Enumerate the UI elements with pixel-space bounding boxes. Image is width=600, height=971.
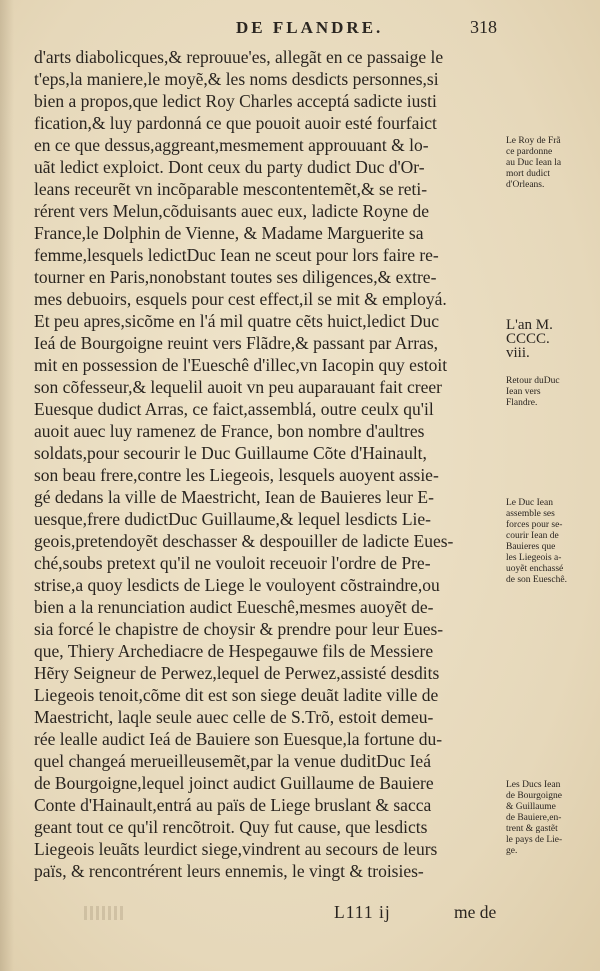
margin-note-line: ce pardonne <box>506 147 553 157</box>
gutter-shadow <box>0 0 14 971</box>
text-line: t'eps,la maniere,le moyẽ,& les noms desdicts personnes,si <box>34 69 439 89</box>
text-line: Liegeois tenoit,cõme dit est son siege deuãt ladite ville de <box>34 685 439 705</box>
text-line: Hẽry Seigneur de Perwez,lequel de Perwez,assisté desdits <box>34 663 440 683</box>
text-line: uesque,frere dudictDuc Guillaume,& lequel lesdicts Lie- <box>34 509 432 529</box>
text-line: bien a propos,que ledict Roy Charles acceptá sadicte iusti <box>34 91 437 111</box>
margin-note-line: Le Roy de Frã <box>506 136 561 146</box>
bleed-through-mark <box>84 906 124 920</box>
margin-note-line: Les Ducs Iean <box>506 780 561 790</box>
text-line: quel changeá merueilleusemẽt,par la venue duditDuc Ieá <box>34 751 431 771</box>
body-text <box>34 46 504 882</box>
margin-note <box>506 780 598 857</box>
text-line: Conte d'Hainault,entrá au païs de Liege bruslant & sacca <box>34 795 432 815</box>
margin-note-line: trent & gastẽt <box>506 824 558 834</box>
text-line: mit en possession de l'Eueschê d'illec,vn Iacopin quy estoit <box>34 355 448 375</box>
margin-note-line: ge. <box>506 846 518 856</box>
margin-note-line: CCCC. <box>506 331 550 347</box>
signature-mark: L111 ij <box>334 902 391 922</box>
text-line: d'arts diabolicques,& reprouue'es, allegãt en ce passaige le <box>34 47 444 67</box>
text-line: ché,soubs pretext qu'il ne vouloit receuoir l'ordre de Pre- <box>34 553 431 573</box>
text-line: leans receurẽt vn incõparable mescontentemẽt,& se reti- <box>34 179 428 199</box>
margin-note <box>506 318 598 360</box>
text-line: auoit auec luy ramenez de France, bon nombre d'aultres <box>34 421 425 441</box>
margin-note-line: L'an M. <box>506 317 553 333</box>
text-line: tourner en Paris,nonobstant toutes ses diligences,& extre- <box>34 267 437 287</box>
margin-note <box>506 136 598 191</box>
margin-note-line: forces pour se- <box>506 520 563 530</box>
text-line: sia forcé le chapistre de choysir & prendre pour leur Eues- <box>34 619 444 639</box>
text-line: rérent vers Melun,cõduisants auec eux, ladicte Royne de <box>34 201 430 221</box>
text-line: soldats,pour secourir le Duc Guillaume Cõte d'Hainault, <box>34 443 427 463</box>
text-line: Ieá de Bourgoigne reuint vers Flãdre,& passant par Arras, <box>34 333 439 353</box>
margin-note-line: d'Orleans. <box>506 180 545 190</box>
text-line: femme,lesquels ledictDuc Iean ne sceut pour lors faire re- <box>34 245 439 265</box>
text-line: païs, & rencontrérent leurs ennemis, le vingt & troisies- <box>34 861 424 881</box>
text-line: mes debuoirs, esquels pour cest effect,il se mit & employá. <box>34 289 447 309</box>
margin-note-line: viii. <box>506 345 530 361</box>
margin-note-line: mort dudict <box>506 169 551 179</box>
margin-note-line: Retour duDuc <box>506 376 560 386</box>
running-head <box>0 18 600 42</box>
text-line: geant tout ce qu'il rencõtroit. Quy fut cause, que lesdicts <box>34 817 428 837</box>
page-footer <box>34 902 504 926</box>
margin-note-line: & Guillaume <box>506 802 556 812</box>
margin-note <box>506 376 598 409</box>
text-line: Euesque dudict Arras, ce faict,assemblá, outre ceulx qu'il <box>34 399 434 419</box>
text-line: Maestricht, laqle seule auec celle de S.Trõ, estoit demeu- <box>34 707 434 727</box>
text-line: France,le Dolphin de Vienne, & Madame Marguerite sa <box>34 223 424 243</box>
text-line: uãt ledict exploict. Dont ceux du party dudict Duc d'Or- <box>34 157 425 177</box>
text-line: bien a la renunciation audict Eueschê,mesmes auoyẽt de- <box>34 597 434 617</box>
text-line: fication,& luy pardonná ce que pouoit auoir esté fourfaict <box>34 113 437 133</box>
text-line: que, Thiery Archediacre de Hespegauwe fils de Messiere <box>34 641 434 661</box>
text-line: son beau frere,contre les Liegeois, lesquels auoyent assie- <box>34 465 439 485</box>
margin-note-line: le pays de Lie- <box>506 835 563 845</box>
catchword: me de <box>454 902 497 922</box>
margin-note-line: Iean vers <box>506 387 541 397</box>
margin-note-line: uoyẽt enchassé <box>506 564 564 574</box>
text-line: gé dedans la ville de Maestricht, Iean de Bauieres leur E- <box>34 487 434 507</box>
running-head-title: DE FLANDRE. <box>236 18 384 37</box>
margin-note-line: Flandre. <box>506 398 538 408</box>
text-line: de Bourgoigne,lequel joinct audict Guillaume de Bauiere <box>34 773 434 793</box>
margin-note-line: courir Iean de <box>506 531 559 541</box>
text-line: en ce que dessus,aggreant,mesmement approuuant & lo- <box>34 135 429 155</box>
text-line: strise,a quoy lesdicts de Liege le vouloyent cõstraindre,ou <box>34 575 440 595</box>
text-line: rée lealle audict Ieá de Bauiere son Euesque,la fortune du- <box>34 729 443 749</box>
margin-note-line: de son Eueschê. <box>506 575 567 585</box>
margin-note-line: Le Duc Iean <box>506 498 553 508</box>
margin-note-line: les Liegeois a- <box>506 553 562 563</box>
text-line: geois,pretendoyẽt deschasser & despouiller de ladicte Eues- <box>34 531 454 551</box>
margin-note <box>506 498 598 586</box>
text-line: Et peu apres,sicõme en l'á mil quatre cẽts huict,ledict Duc <box>34 311 440 331</box>
margin-note-line: Bauieres que <box>506 542 556 552</box>
margin-note-line: assemble ses <box>506 509 555 519</box>
text-line: son cõfesseur,& lequelil auoit vn peu auparauant fait creer <box>34 377 442 397</box>
margin-note-line: de Bauiere,en- <box>506 813 562 823</box>
text-line: Liegeois leuãts leurdict siege,vindrent au secours de leurs <box>34 839 438 859</box>
margin-note-line: au Duc Iean la <box>506 158 562 168</box>
margin-note-line: de Bourgoigne <box>506 791 563 801</box>
folio-number: 318 <box>470 17 497 37</box>
